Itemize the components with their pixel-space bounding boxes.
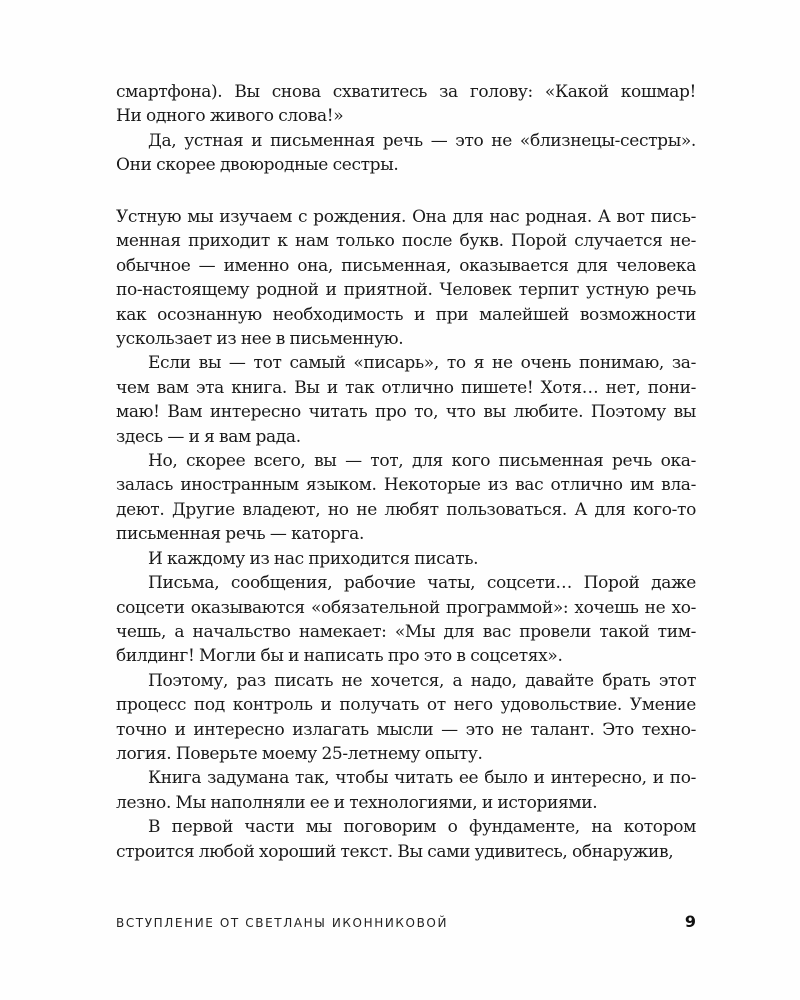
paragraph [116,766,696,815]
text-line: здесь — и я вам рада. [116,426,301,447]
paragraph [116,815,696,864]
paragraph [116,129,696,178]
running-title: ВСТУПЛЕНИЕ ОТ СВЕТЛАНЫ ИКОННИКОВОЙ [116,916,449,930]
text-line: соцсети оказываются «обязательной программой»: хочешь не хо- [116,597,696,618]
text-line: В первой части мы поговорим о фундаменте, на котором [148,817,696,838]
text-line: по-настоящему родной и приятной. Человек терпит устную речь [116,280,696,301]
text-line: строится любой хороший текст. Вы сами удивитесь, обнаружив, [116,841,674,862]
paragraph [116,351,696,449]
text-line: маю! Вам интересно читать про то, что вы любите. Поэтому вы [116,402,696,423]
text-line: билдинг! Могли бы и написать про это в соцсетях». [116,646,563,667]
text-line: И каждому из нас приходится писать. [148,548,479,569]
text-line: деют. Другие владеют, но не любят пользоваться. А для кого-то [116,499,696,520]
paragraph [116,80,696,129]
text-line: Книга задумана так, чтобы читать ее было и интересно, и по- [148,768,696,789]
text-line: Если вы — тот самый «писарь», то я не очень понимаю, за- [148,353,696,374]
main-text-block [116,205,696,864]
paragraph [116,571,696,669]
text-line: чешь, а начальство намекает: «Мы для вас провели такой тим- [116,621,696,642]
text-line: точно и интересно излагать мысли — это не талант. Это техно- [116,719,696,740]
text-line: логия. Поверьте моему 25-летнему опыту. [116,743,483,764]
paragraph [116,449,696,547]
text-line: Да, устная и письменная речь — это не «близнецы-сестры». [148,130,696,151]
text-line: менная приходит к нам только после букв. Порой случается не- [116,231,696,252]
top-text-block [116,80,696,178]
text-line: смартфона). Вы снова схватитесь за голову: «Какой кошмар! [116,82,696,102]
text-line: Устную мы изучаем с рождения. Она для нас родная. А вот пись- [116,207,696,227]
text-line: ускользает из нее в письменную. [116,329,404,350]
text-line: Поэтому, раз писать не хочется, а надо, давайте брать этот [148,670,696,691]
paragraph [116,547,696,571]
text-line: обычное — именно она, письменная, оказывается для человека [116,255,696,276]
text-line: чем вам эта книга. Вы и так отлично пишете! Хотя… нет, пони- [116,377,696,398]
page-number: 9 [684,912,696,931]
text-line: Ни одного живого слова!» [116,106,344,127]
text-line: лезно. Мы наполняли ее и технологиями, и историями. [116,792,598,813]
text-line: Они скорее двоюродные сестры. [116,155,399,176]
text-line: как осознанную необходимость и при малейшей возможности [116,304,696,325]
text-line: процесс под контроль и получать от него удовольствие. Умение [116,695,696,716]
paragraph [116,205,696,351]
text-line: залась иностранным языком. Некоторые из вас отлично им вла- [116,475,696,496]
paragraph [116,669,696,767]
text-line: Но, скорее всего, вы — тот, для кого письменная речь ока- [148,451,696,472]
text-line: Письма, сообщения, рабочие чаты, соцсети… Порой даже [148,573,696,594]
text-line: письменная речь — каторга. [116,524,365,545]
